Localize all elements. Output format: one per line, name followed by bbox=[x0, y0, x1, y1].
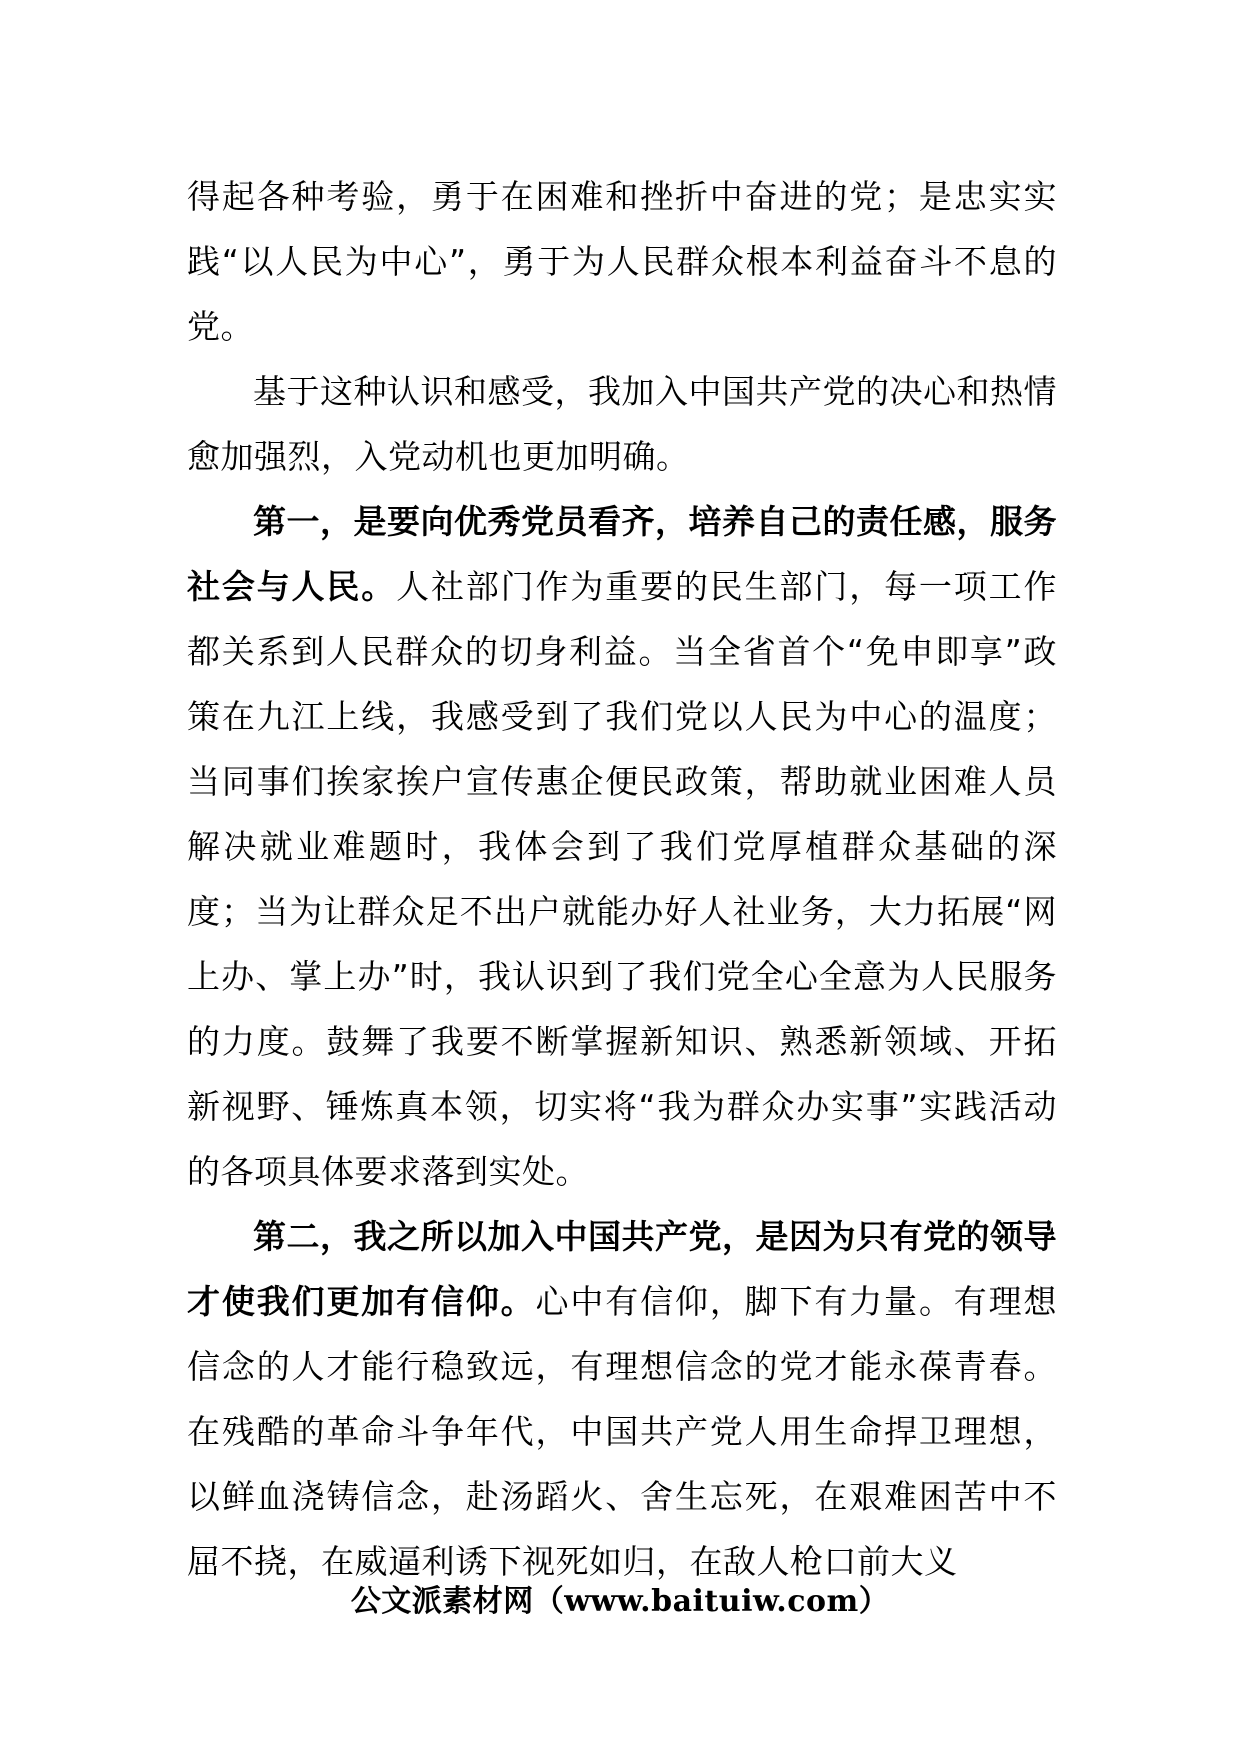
paragraph-3-text: 人社部门作为重要的民生部门，每一项工作都关系到人民群众的切身利益。当全省首个“免申即享”政策在九江上线，我感受到了我们党以人民为中心的温度；当同事们挨家挨户宣传惠企便民政策，帮助就业困难人员解决就业难题时，我体会到了我们党厚植群众基础的深度；当为让群众足不出户就能办好人社业务，大力拓展“网上办、掌上办”时，我认识到了我们党全心全意为人民服务的力度。鼓舞了我要不断掌握新知识、熟悉新领域、开拓新视野、锤炼真本领，切实将“我为群众办实事”实践活动的各项具体要求落到实处。 bbox=[187, 567, 1058, 1191]
paragraph-1 bbox=[187, 164, 1057, 359]
paragraph-3 bbox=[187, 489, 1057, 1204]
paragraph-2-text: 基于这种认识和感受，我加入中国共产党的决心和热情愈加强烈，入党动机也更加明确。 bbox=[187, 372, 1057, 476]
paragraph-3-heading: 第一，是要向优秀党员看齐，培养自己的责任感，服务社会与人民。 bbox=[187, 502, 1057, 606]
paragraph-4-heading: 第二，我之所以加入中国共产党，是因为只有党的领导才使我们更加有信仰。 bbox=[187, 1217, 1057, 1321]
paragraph-2 bbox=[187, 359, 1057, 489]
paragraph-4 bbox=[187, 1204, 1057, 1594]
paragraph-4-text: 心中有信仰，脚下有力量。有理想信念的人才能行稳致远，有理想信念的党才能永葆青春。在残酷的革命斗争年代，中国共产党人用生命捍卫理想，以鲜血浇铸信念，赴汤蹈火、舍生忘死，在艰难困苦中不屈不挠，在威逼利诱下视死如归，在敌人枪口前大义 bbox=[187, 1282, 1058, 1581]
document-body bbox=[187, 164, 1057, 1594]
page-footer: 公文派素材网（www.baituiw.com） bbox=[350, 1584, 890, 1619]
paragraph-1-text: 得起各种考验，勇于在困难和挫折中奋进的党；是忠实实践“以人民为中心”，勇于为人民群众根本利益奋斗不息的党。 bbox=[187, 177, 1057, 346]
